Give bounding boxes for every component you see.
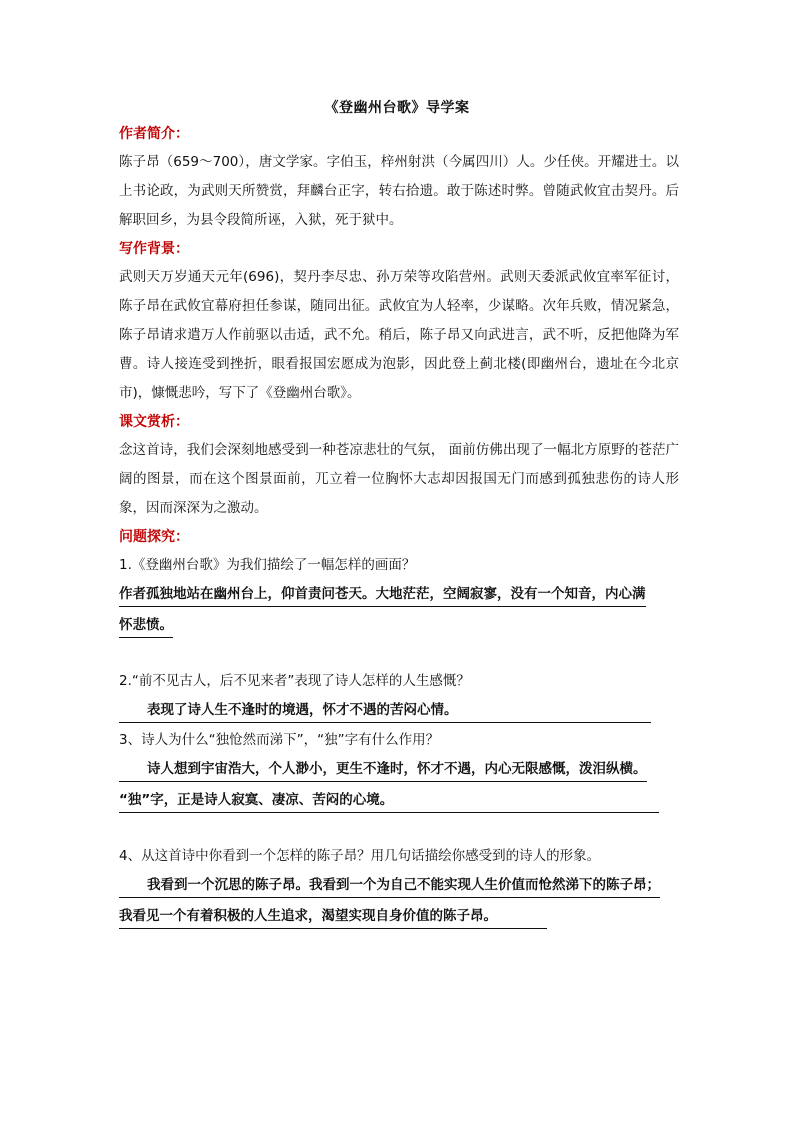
- question-3: 3、诗人为什么“独怆然而涕下”，“独”字有什么作用？: [119, 732, 440, 748]
- answer-1-line-1: [119, 579, 679, 610]
- answer-4-text-1: 我看到一个沉思的陈子昂。我看到一个为自己不能实现人生价值而怆然涕下的陈子昂；: [119, 874, 660, 898]
- answer-2-text-1: 表现了诗人生不逢时的境遇，怀才不遇的苦闷心情。: [119, 699, 651, 723]
- appreciation-text: 念这首诗，我们会深刻地感受到一种苍凉悲壮的气氛， 面前仿佛出现了一幅北方原野的苍茫广阔的图景，而在这个图景面前，兀立着一位胸怀大志却因报国无门而感到孤独悲伤的诗人形象，因而深深为之激动。: [119, 442, 679, 516]
- background-heading: 写作背景：: [119, 241, 189, 257]
- author-text: 陈子昂（659～700），唐文学家。字伯玉，梓州射洪（今属四川）人。少任侠。开耀进士。以上书论政，为武则天所赞赏，拜麟台正字，转右拾遗。敢于陈述时弊。曾随武攸宜击契丹。后解职回乡，为县令段简所诬，入狱，死于狱中。: [119, 154, 679, 228]
- background-text: 武则天万岁通天元年(696)，契丹李尽忠、孙万荣等攻陷营州。武则天委派武攸宜率军征讨，陈子昂在武攸宜幕府担任参谋，随同出征。武攸宜为人轻率，少谋略。次年兵败，情况紧急，陈子昂请求遣万人作前驱以击适，武不允。稍后，陈子昂又向武进言，武不听，反把他降为军曹。诗人接连受到挫折，眼看报国宏愿成为泡影，因此登上蓟北楼(即幽州台，遗址在今北京市)，慷慨悲吟，写下了《登幽州台歌》。: [119, 269, 679, 401]
- answer-4-line-1: [119, 870, 679, 901]
- answer-2-line-1: [119, 695, 679, 726]
- answer-1-text-1: 作者孤独地站在幽州台上，仰首责问苍天。大地茫茫，空阔寂寥，没有一个知音，内心满: [119, 583, 646, 607]
- question-4: 4、从这首诗中你看到一个怎样的陈子昂？用几句话描绘你感受到的诗人的形象。: [119, 848, 601, 864]
- answer-3-line-1: [119, 754, 679, 785]
- question-1: 1.《登幽州台歌》为我们描绘了一幅怎样的画面？: [119, 557, 416, 573]
- answer-1-line-2: [119, 610, 679, 641]
- appreciation-heading: 课文赏析：: [119, 414, 189, 430]
- answer-3-line-2: [119, 785, 679, 816]
- questions-heading: 问题探究：: [119, 529, 189, 545]
- answer-1-text-2: 怀悲愤。: [119, 614, 173, 638]
- answer-4-text-2: 我看见一个有着积极的人生追求，渴望实现自身价值的陈子昂。: [119, 905, 547, 929]
- answer-4-line-2: [119, 901, 679, 932]
- answer-3-text-1: 诗人想到宇宙浩大，个人渺小，更生不逢时，怀才不遇，内心无限感慨，泼泪纵横。: [119, 758, 647, 782]
- answer-3-text-2: “独”字，正是诗人寂寞、凄凉、苦闷的心境。: [119, 789, 659, 813]
- page-title: 《登幽州台歌》导学案: [324, 100, 470, 116]
- question-2: 2.“前不见古人，后不见来者”表现了诗人怎样的人生感慨？: [119, 673, 470, 689]
- author-heading: 作者简介：: [119, 126, 189, 142]
- document-body: [119, 120, 679, 932]
